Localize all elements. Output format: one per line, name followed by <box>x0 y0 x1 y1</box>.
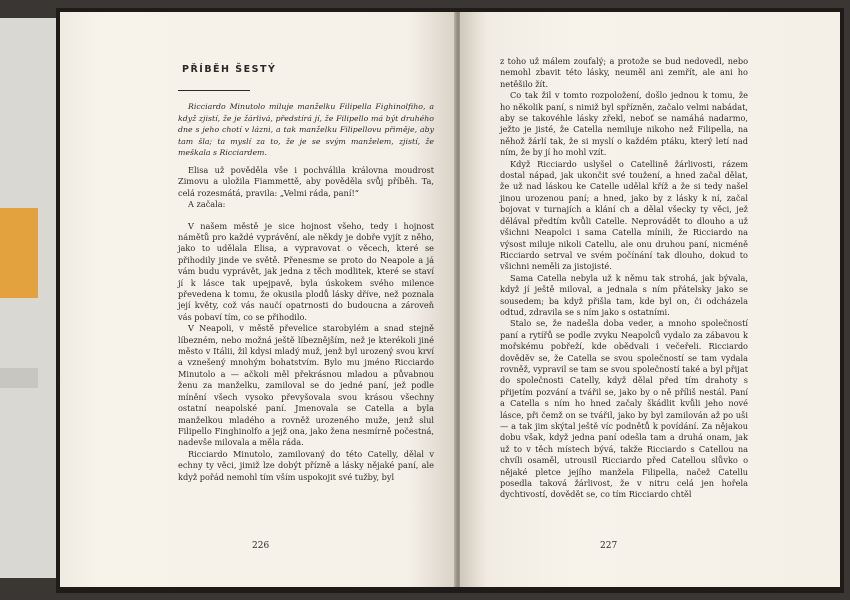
adjacent-page-edge <box>0 18 62 578</box>
body-paragraph: Co tak žil v tomto rozpoložení, došlo jednou k tomu, že ho několik paní, s nimiž byl spřízněn, začalo velmi nabádat, aby se takovéhle lásky zřekl, neboť se namáhá nadarmo, ježto je jisté, že Catella nemiluje nikoho než Filipella, na něhož žárlí tak, že si myslí o každém ptáku, který letí nad ním, že by jí ho mohl vzít. <box>500 90 748 158</box>
body-paragraph: z toho už málem zoufalý; a protože se bud nedovedl, nebo nemohl zbavit této lásky, neuměl ani zemřít, ale ani ho netěšilo žít. <box>500 56 748 89</box>
a-zacala-line: A začala: <box>188 199 226 210</box>
body-paragraph: V našem městě je sice hojnost všeho, tedy i hojnost námětů pro každé vyprávění, ale někdy je dobře vyjít z něho, jako to udělala Elisa, a vypravovat o věcech, které se přihodily jinde ve světě. Přenesme se proto do Neapole a já vám budu vyprávět, jak jedna z těch modlitek, které se staví jí k lásce tak upejpavě, byla úskokem svého milence převedena k tomu, že okusila plodů lásky dříve, než poznala její květy, což vás naučí opatrnosti do budoucna a zároveň vás pobaví tím, co se přihodilo. <box>178 220 434 322</box>
page-number: 227 <box>600 541 618 551</box>
body-paragraph: V Neapoli, v městě převelice starobylém a snad stejně líbezném, nebo možná ještě líbeznějším, než je kterékoli jiné město v Itálii, žil kdysi mladý muž, jenž byl urozený svou krví a vznešený mnohým bohatstvím. Bylo mu jméno Ricciardo Minutolo a — ačkoli měl překrásnou mladou a půvabnou ženu za manželku, zamiloval se do jedné paní, jež podle mínění všech vysoko převyšovala svou krásou všechny ostatní neapolské paní. Jmenovala se Catella a byla manželkou mladého a rovněž urozeného muže, jenž slul Filipello Finghinolfo a jejž ona, jako žena nesmírně počestná, nadevše milovala a měla ráda. <box>178 323 434 448</box>
body-paragraph: Stalo se, že nadešla doba veder, a mnoho společností paní a rytířů se podle zvyku Neapolců vydalo za zábavou k mořskému pobřeží, kde obědvali i večeřeli. Ricciardo dověděv se, že Catella se svou společností se tam vydala rovněž, vypravil se tam se svou společností také a byl přijat do společnosti Catelly, když dělal před tím drahoty s přijetím pozvání a tvářil se, jako by o ně příliš nestál. Paní a Catella s ním ho hned začaly škádlit kvůli jeho nové lásce, při čemž on se tvářil, jako by byl zamilován až po uši — a tak jim skýtal ještě víc podnětů k povídání. Za nějakou dobu však, když jedna paní odešla tam a druhá onam, jak už to v těch místech bývá, takže Ricciardo s Catellou na chvíli osaměl, utrousil Ricciardo před Catellou slůvko o nějaké pletce jejího manžela Filipella, načež Catellu posedla taková žárlivost, že v nitru celá jen hořela dychtivostí, dovědět se, co tím Ricciardo chtěl <box>500 318 748 500</box>
chapter-title: PŘÍBĚH ŠESTÝ <box>182 64 277 75</box>
left-page <box>60 12 456 587</box>
chapter-summary: Ricciardo Minutolo miluje manželku Filipella Fighinolfiho, a když zjistí, že je žárlivá, předstírá jí, že Filipello má být druhého dne s jeho chotí v lázni, a tak manželku Filipellovu přiměje, aby tam šla; ta myslí za to, že je se svým manželem, zjistí, že meškala s Ricciardem. <box>178 102 434 158</box>
right-page <box>460 12 840 587</box>
body-paragraph: Ricciardo Minutolo, zamilovaný do této Catelly, dělal v echny ty věci, jimiž lze dobýt přízně a lásky nějaké paní, ale když pořád nemohl tím vším uspokojit své tužby, byl <box>178 448 434 482</box>
page-marker <box>0 368 38 388</box>
title-rule <box>178 90 250 91</box>
bookmark-tab <box>0 208 38 298</box>
body-paragraph: Když Ricciardo uslyšel o Catellině žárlivosti, rázem dostal nápad, jak ukončit své toužení, a hned začal dělat, že už nad láskou ke Catelle udělal kříž a že si tedy našel jinou urozenou paní; a hned, jako by z lásky k ní, začal bojovat v turnajích a klání ch a dělal všecky ty věci, jež dělával předtím kvůli Catelle. Neprovádět to dlouho a už všichni Neapolci i sama Catella mínili, že Ricciardo na výsost miluje nikoli Catellu, ale onu druhou paní, nicméně Ricciardo setrval ve svém počínání tak dlouho, dokud to všichni neměli za jistojisté. <box>500 158 748 272</box>
body-paragraph: Sama Catella nebyla už k němu tak strohá, jak bývala, když jí ještě miloval, a jednala s ním přátelsky jako se sousedem; ba když přišla tam, kde byl on, či odcházela odtud, zdravila se s ním jako s ostatními. <box>500 272 748 317</box>
paragraph-gap <box>178 211 434 221</box>
intro-paragraph: Elisa už pověděla vše i pochválila královna moudrost Zimovu a uložila Fiammettě, aby pověděla svůj příběh. Ta, celá rozesmátá, pravila: „Velmi ráda, paní!“ <box>178 164 434 198</box>
page-number: 226 <box>252 541 270 551</box>
